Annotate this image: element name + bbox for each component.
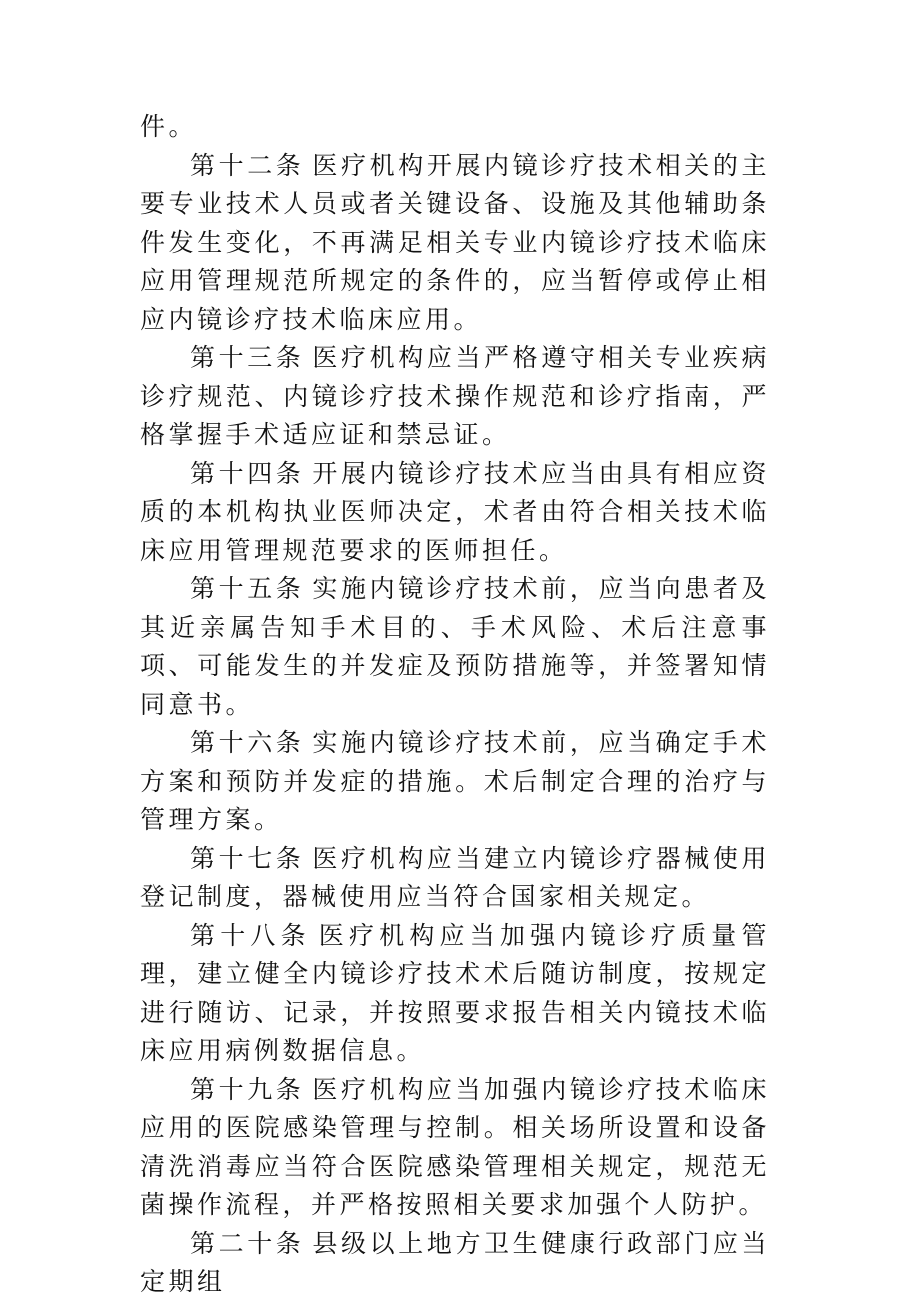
article-number: 第二十条 xyxy=(190,1228,305,1258)
paragraph-text: 县级以上地方卫生健康行政部门应当定期组 xyxy=(140,1228,770,1296)
article-number: 第十七条 xyxy=(190,843,305,873)
paragraph-text: 医疗机构应当加强内镜诊疗技术临床应用的医院感染管理与控制。相关场所设置和设备清洗消毒应当符合医院感染管理相关规定，规范无菌操作流程，并严格按照相关要求加强个人防护。 xyxy=(140,1074,770,1219)
paragraph-text: 实施内镜诊疗技术前，应当向患者及其近亲属告知手术目的、手术风险、术后注意事项、可能发生的并发症及预防措施等，并签署知情同意书。 xyxy=(140,574,770,719)
paragraph-article-16 xyxy=(140,724,770,840)
article-number: 第十六条 xyxy=(190,728,305,757)
paragraph-text: 医疗机构开展内镜诊疗技术相关的主要专业技术人员或者关键设备、设施及其他辅助条件发生变化，不再满足相关专业内镜诊疗技术临床应用管理规范所规定的条件的，应当暂停或停止相应内镜诊疗技术临床应用。 xyxy=(140,150,770,334)
article-number: 第十九条 xyxy=(190,1074,305,1104)
paragraph-continuation xyxy=(140,108,770,147)
paragraph-article-13 xyxy=(140,339,770,455)
paragraph-text: 医疗机构应当加强内镜诊疗质量管理，建立健全内镜诊疗技术术后随访制度，按规定进行随访、记录，并按照要求报告相关内镜技术临床应用病例数据信息。 xyxy=(140,920,770,1065)
article-number: 第十五条 xyxy=(190,574,305,603)
article-number: 第十四条 xyxy=(190,458,305,488)
paragraph-text: 医疗机构应当建立内镜诊疗器械使用登记制度，器械使用应当符合国家相关规定。 xyxy=(140,843,770,911)
paragraph-text: 件。 xyxy=(140,112,198,141)
paragraph-article-14 xyxy=(140,455,770,571)
paragraph-article-12 xyxy=(140,147,770,340)
paragraph-article-19 xyxy=(140,1071,770,1225)
document-body xyxy=(140,108,770,1302)
article-number: 第十三条 xyxy=(190,343,305,372)
paragraph-article-20 xyxy=(140,1225,770,1302)
article-number: 第十八条 xyxy=(190,920,311,950)
paragraph-text: 开展内镜诊疗技术应当由具有相应资质的本机构执业医师决定，术者由符合相关技术临床应用管理规范要求的医师担任。 xyxy=(140,458,770,565)
paragraph-article-17 xyxy=(140,840,770,917)
paragraph-text: 医疗机构应当严格遵守相关专业疾病诊疗规范、内镜诊疗技术操作规范和诊疗指南，严格掌握手术适应证和禁忌证。 xyxy=(140,343,770,449)
article-number: 第十二条 xyxy=(190,150,305,180)
paragraph-article-18 xyxy=(140,917,770,1071)
paragraph-text: 实施内镜诊疗技术前，应当确定手术方案和预防并发症的措施。术后制定合理的治疗与管理方案。 xyxy=(140,728,770,834)
paragraph-article-15 xyxy=(140,570,770,724)
